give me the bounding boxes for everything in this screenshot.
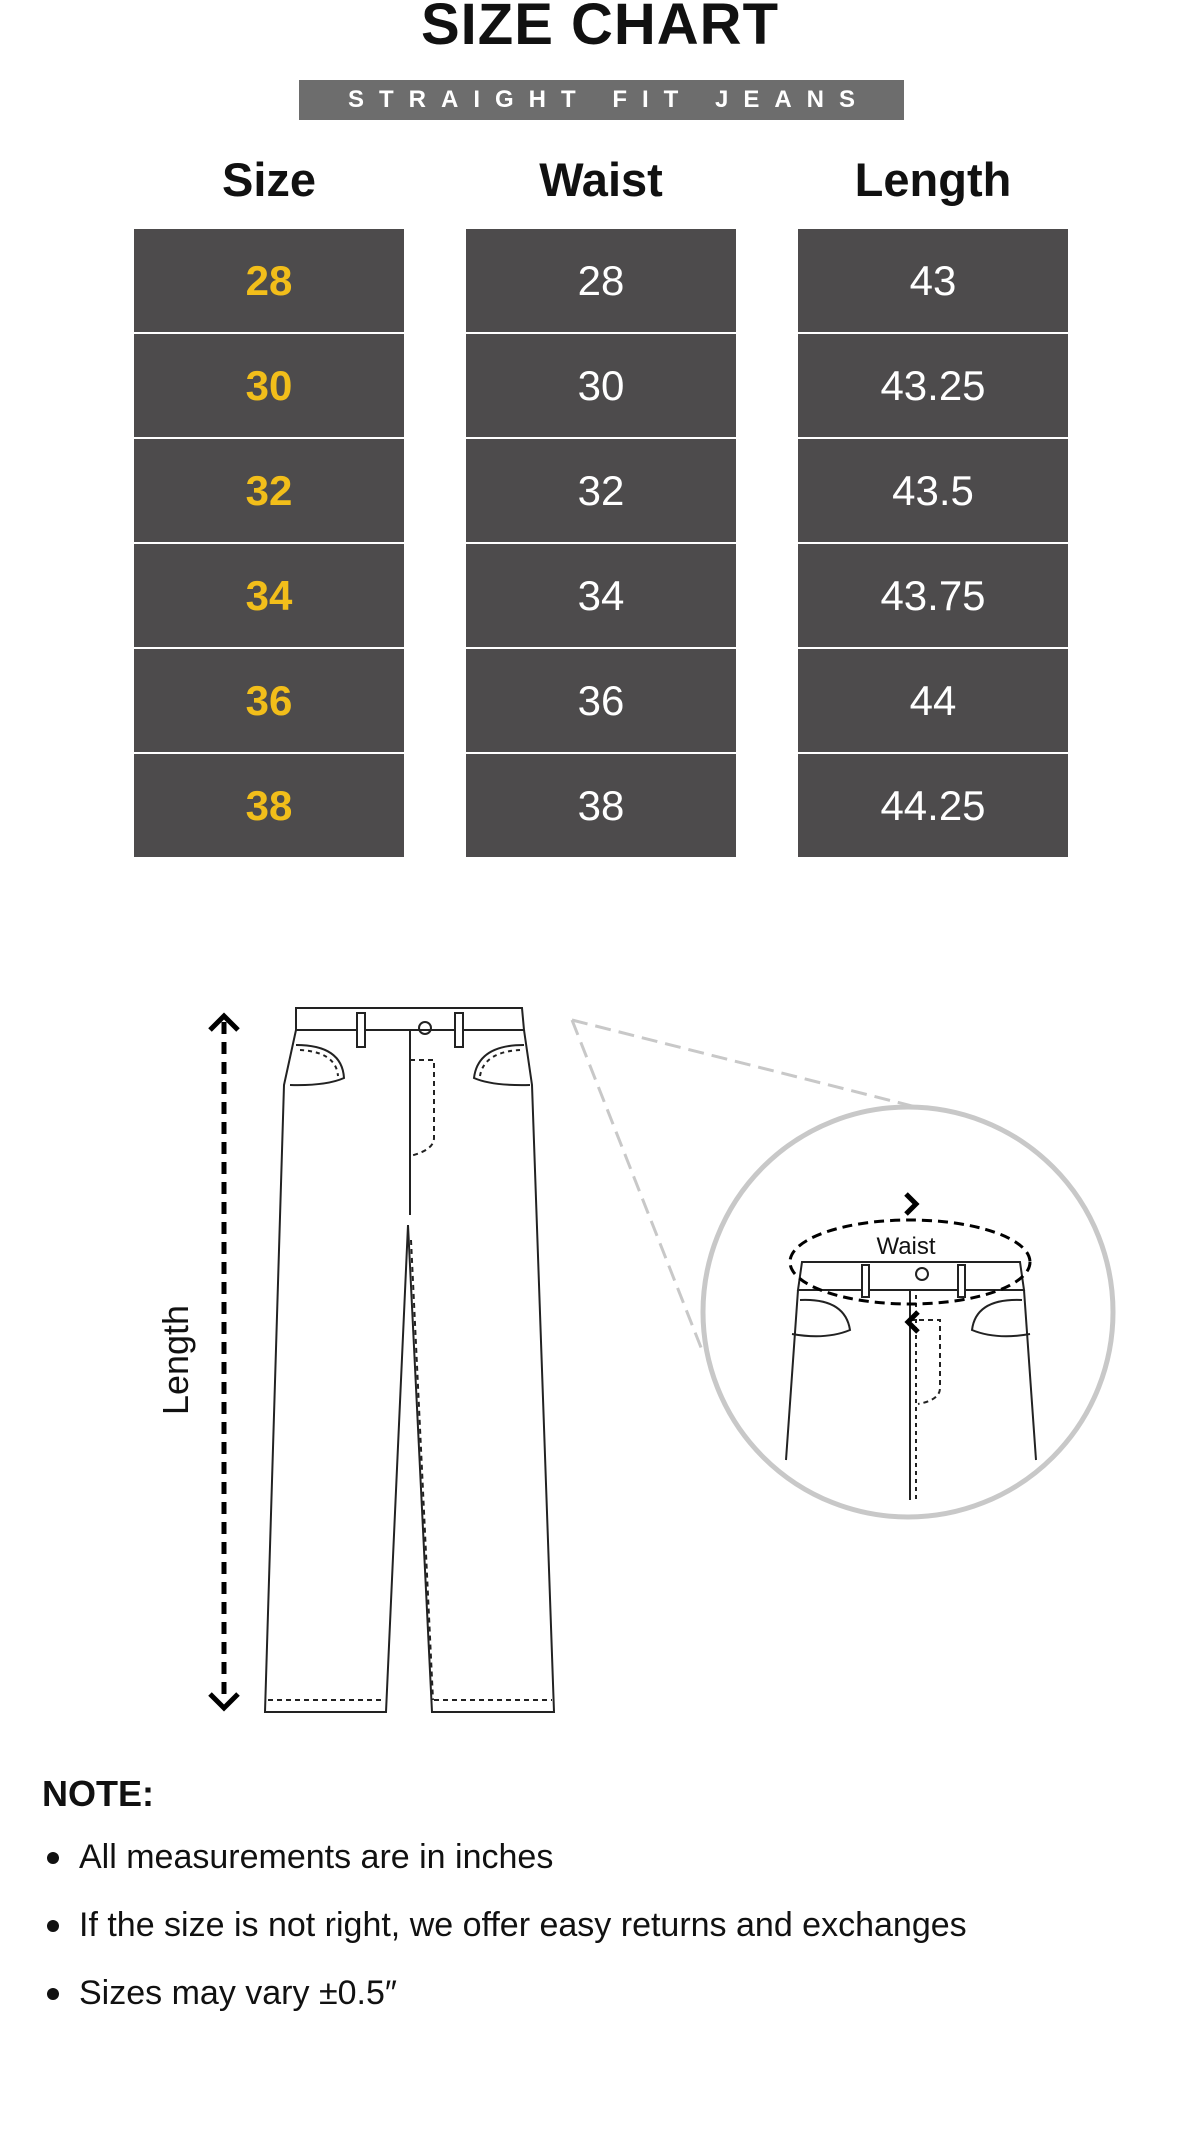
jeans-drawing [265,1008,554,1712]
note-item [42,1835,967,1903]
size-cell: 30 [134,334,404,439]
length-cell: 43 [798,229,1068,334]
length-cell: 43.75 [798,544,1068,649]
length-cell: 43.5 [798,439,1068,544]
length-arrow [210,1016,238,1708]
size-cell: 28 [134,229,404,334]
waist-cell: 36 [466,649,736,754]
note-item [42,1903,967,1971]
size-cell: 32 [134,439,404,544]
note-text: All measurements are in inches [79,1838,554,1876]
waist-cell: 38 [466,754,736,857]
product-subtitle: STRAIGHT FIT JEANS [299,80,904,120]
waist-cell: 32 [466,439,736,544]
note-heading: NOTE: [42,1773,154,1814]
bullet-icon [47,1920,59,1932]
bullet-icon [47,1988,59,2000]
size-cell: 38 [134,754,404,857]
length-column [798,229,1068,857]
measurement-diagram [0,980,1200,1740]
column-header-length: Length [854,153,1012,206]
note-text: Sizes may vary ±0.5″ [79,1974,397,2012]
waist-cell: 34 [466,544,736,649]
bullet-icon [47,1852,59,1864]
length-cell: 44 [798,649,1068,754]
column-header-waist: Waist [539,153,663,206]
length-label: Length [155,1304,196,1416]
zoom-circle [703,1107,1113,1517]
size-cell: 34 [134,544,404,649]
waist-label: Waist [876,1233,936,1260]
note-item [42,1971,967,2039]
note-text: If the size is not right, we offer easy returns and exchanges [79,1906,967,1944]
waist-column [466,229,736,857]
length-cell: 44.25 [798,754,1068,857]
page-title: SIZE CHART [421,0,779,57]
size-cell: 36 [134,649,404,754]
notes-list [42,1835,967,2039]
length-cell: 43.25 [798,334,1068,439]
waist-cell: 30 [466,334,736,439]
waist-cell: 28 [466,229,736,334]
size-column [134,229,404,857]
column-header-size: Size [221,153,317,206]
